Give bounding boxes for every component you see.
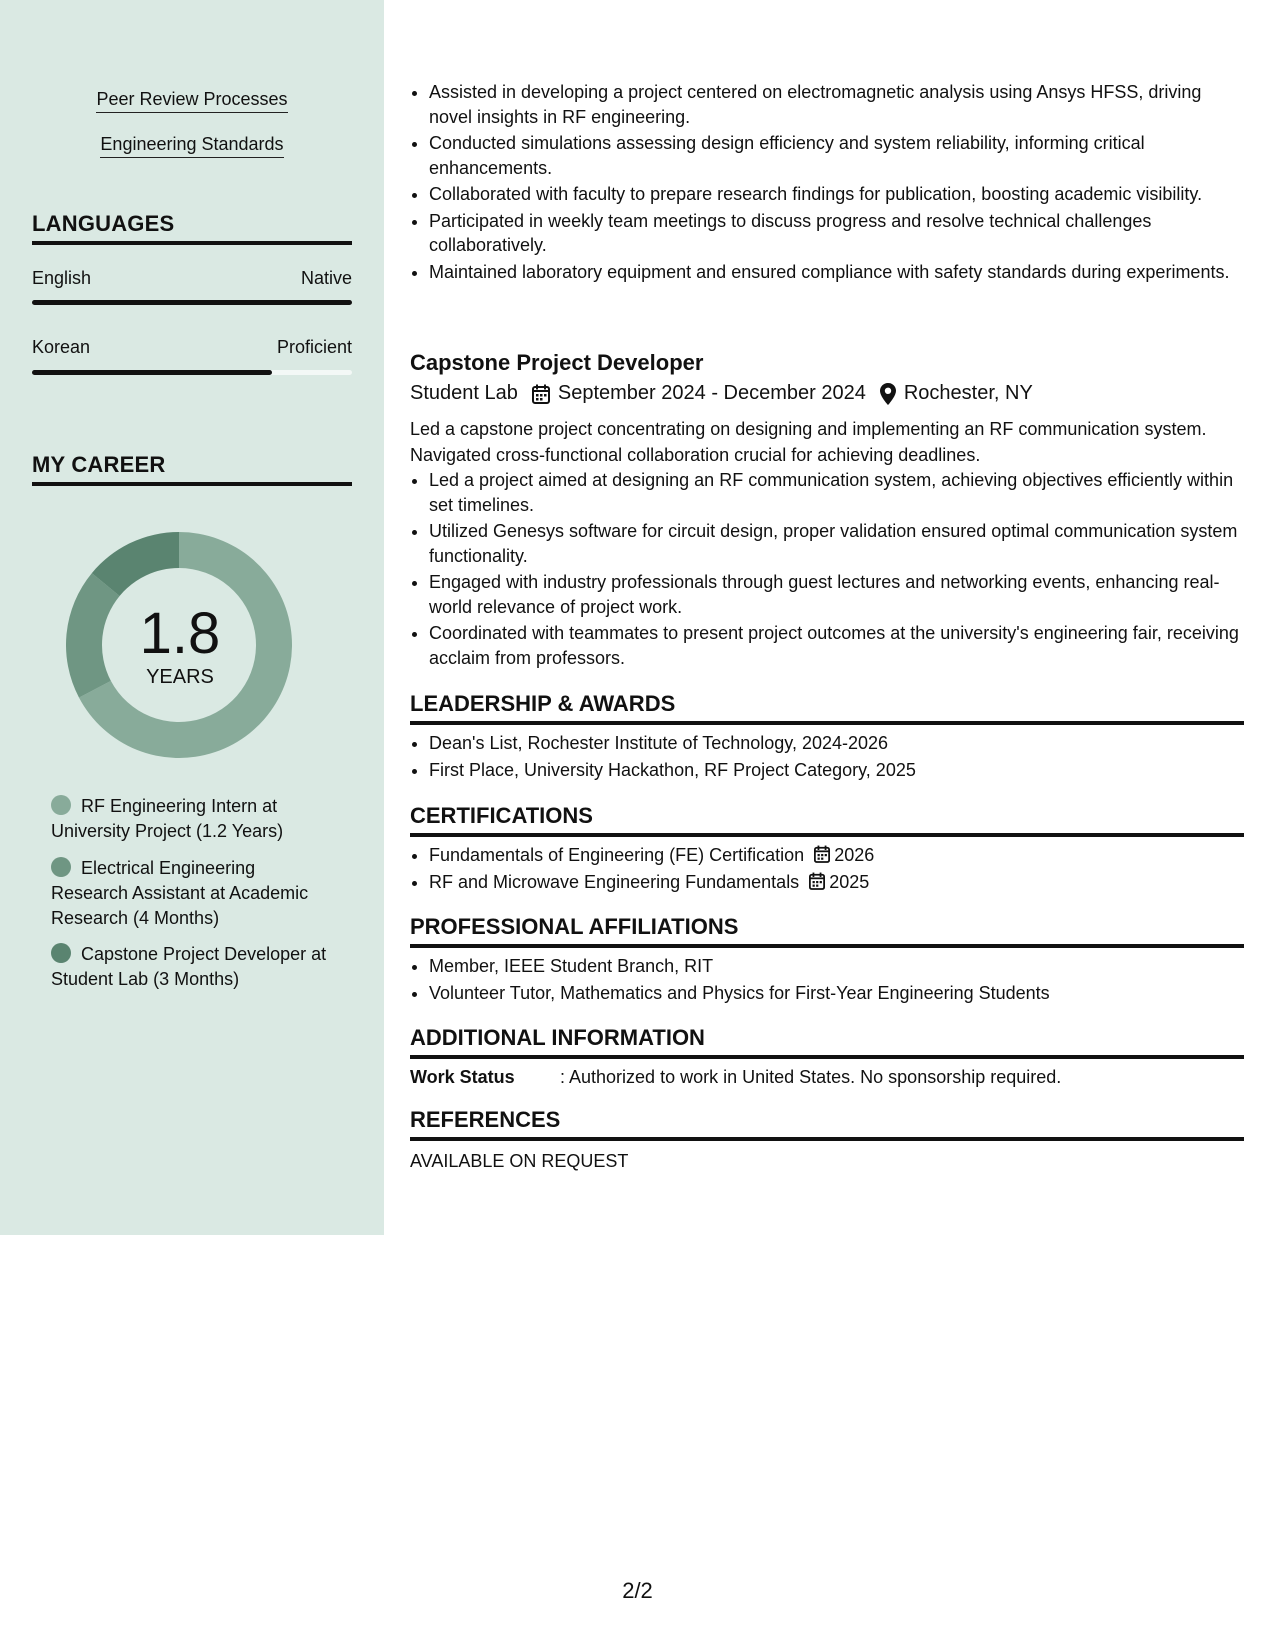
location-pin-icon [880, 383, 896, 405]
list-item: • Engaged with industry professionals through guest lectures and networking events, enhancing real-world relevance of project work. [429, 570, 1245, 619]
list-item: • Utilized Genesys software for circuit design, proper validation ensured optimal communication system functionality. [429, 519, 1245, 568]
skill-engineering-standards[interactable]: Engineering Standards [0, 134, 384, 155]
certification-name: RF and Microwave Engineering Fundamentals [429, 871, 800, 892]
list-item: • First Place, University Hackathon, RF Project Category, 2025 [429, 758, 1245, 783]
job-org: Student Lab [410, 382, 518, 404]
language-bar-korean [32, 370, 352, 375]
references-text: AVAILABLE ON REQUEST [410, 1151, 629, 1171]
language-level: Proficient [276, 337, 352, 357]
work-status-value: : Authorized to work in United States. No sponsorship required. [560, 1067, 1062, 1087]
list-item: • Participated in weekly team meetings to discuss progress and resolve technical challenges collaboratively. [429, 209, 1245, 258]
career-heading: MY CAREER [32, 452, 352, 486]
affiliations-list [410, 954, 1245, 1007]
job-title: Capstone Project Developer [410, 350, 704, 375]
legend-label: RF Engineering Intern at University Project (1.2 Years) [51, 796, 284, 841]
list-item: • Volunteer Tutor, Mathematics and Physics for First-Year Engineering Students [429, 981, 1245, 1006]
list-item: • Coordinated with teammates to present project outcomes at the university's engineering fair, receiving acclaim from professors. [429, 621, 1245, 670]
legend-label: Electrical Engineering Research Assistant at Academic Research (4 Months) [51, 858, 309, 928]
leadership-list [410, 731, 1245, 784]
legend-dot [51, 943, 71, 963]
certifications-heading: CERTIFICATIONS [410, 803, 1244, 837]
list-item: • Conducted simulations assessing design efficiency and system reliability, informing critical enhancements. [429, 131, 1245, 180]
career-legend-item [51, 794, 331, 844]
language-bar-english [32, 300, 352, 305]
calendar-icon [814, 845, 830, 863]
certification-name: Fundamentals of Engineering (FE) Certification [429, 845, 805, 865]
calendar-icon [809, 872, 825, 890]
certification-year: 2025 [829, 871, 870, 892]
list-item: • Assisted in developing a project centered on electromagnetic analysis using Ansys HFSS, driving novel insights in RF engineering. [429, 80, 1245, 129]
job-meta [410, 382, 1033, 405]
job-dates: September 2024 - December 2024 [557, 382, 866, 404]
skill-peer-review[interactable]: Peer Review Processes [0, 89, 384, 110]
language-name: English [32, 268, 92, 288]
certification-item [429, 870, 1245, 895]
list-item: • Dean's List, Rochester Institute of Technology, 2024-2026 [429, 731, 1245, 756]
list-item: • Member, IEEE Student Branch, RIT [429, 954, 1245, 979]
career-total-unit: YEARS [146, 666, 214, 688]
legend-dot [51, 857, 71, 877]
job-summary: Led a capstone project concentrating on designing and implementing an RF communication system. Navigated cross-functional collaboration crucial for achieving deadlines. [410, 419, 1207, 465]
leadership-heading: LEADERSHIP & AWARDS [410, 691, 1244, 725]
language-name: Korean [32, 337, 91, 357]
list-item: • Collaborated with faculty to prepare research findings for publication, boosting academic visibility. [429, 182, 1245, 207]
certification-item [429, 843, 1245, 868]
list-item: • Maintained laboratory equipment and ensured compliance with safety standards during experiments. [429, 260, 1245, 285]
capstone-bullets [410, 468, 1245, 672]
certification-year: 2026 [834, 845, 875, 865]
references-heading: REFERENCES [410, 1107, 1244, 1141]
language-level: Native [300, 268, 352, 288]
legend-dot [51, 795, 71, 815]
list-item: • Led a project aimed at designing an RF communication system, achieving objectives efficiently within set timelines. [429, 468, 1245, 517]
certifications-list [410, 843, 1245, 896]
legend-label: Capstone Project Developer at Student Lab (3 Months) [51, 944, 327, 989]
language-bar-fill [32, 300, 352, 305]
career-total-value: 1.8 [139, 601, 221, 666]
work-status-label: Work Status [410, 1067, 515, 1087]
career-legend-item [51, 856, 331, 931]
previous-role-bullets [410, 80, 1245, 286]
work-status-row [410, 1067, 1061, 1088]
job-location: Rochester, NY [903, 382, 1033, 404]
language-bar-fill [32, 370, 272, 375]
page-number: 2/2 [622, 1578, 653, 1603]
career-legend-item [51, 942, 331, 992]
languages-heading: LANGUAGES [32, 211, 352, 245]
additional-info-heading: ADDITIONAL INFORMATION [410, 1025, 1244, 1059]
affiliations-heading: PROFESSIONAL AFFILIATIONS [410, 914, 1244, 948]
calendar-icon [532, 384, 550, 404]
